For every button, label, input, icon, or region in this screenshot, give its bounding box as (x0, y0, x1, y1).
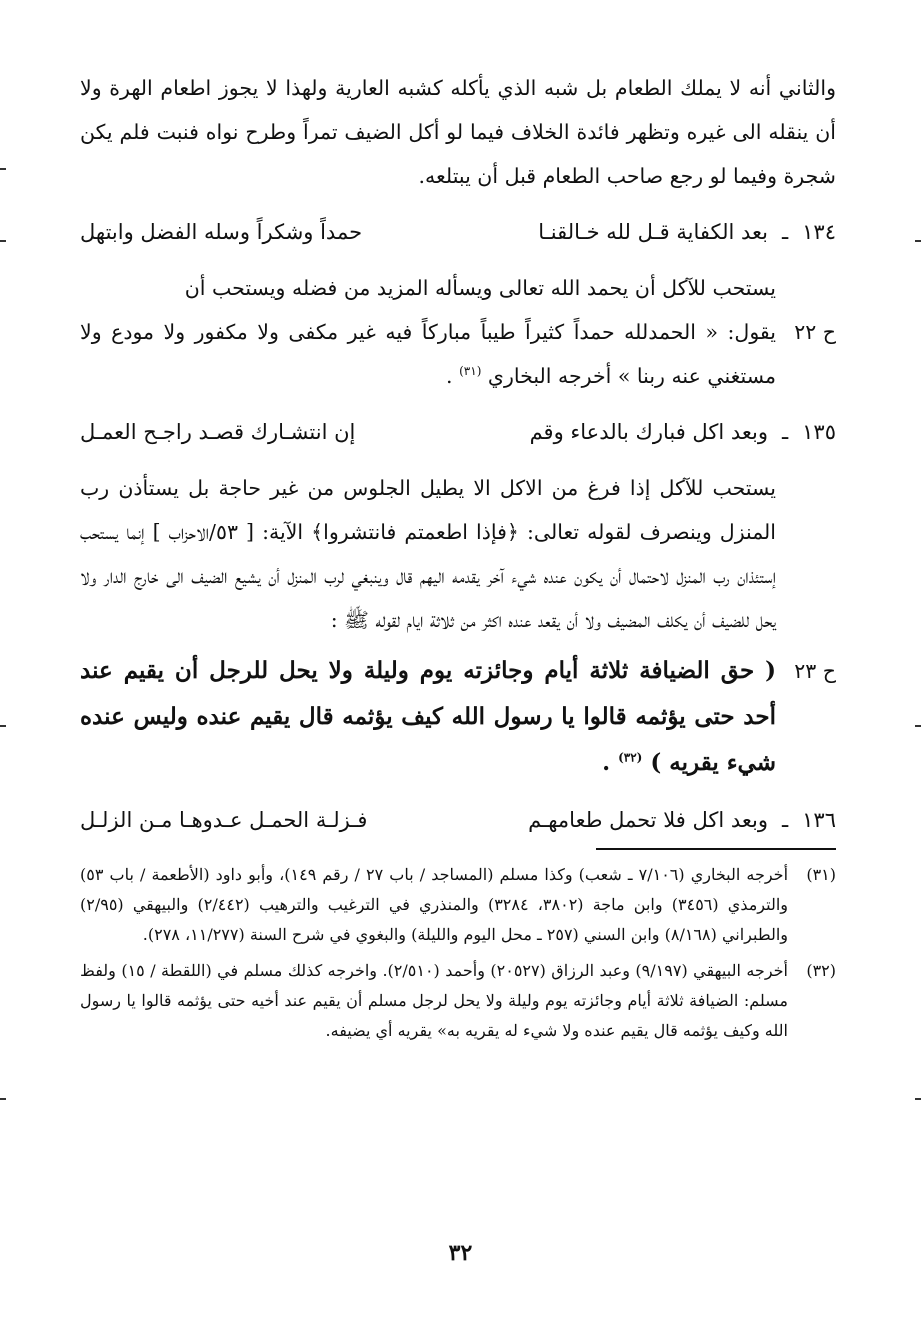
scan-edge-mark (0, 725, 6, 727)
verse-dash: ـ (782, 220, 789, 244)
hadith-marker-22: ح ٢٢ (794, 320, 836, 344)
scan-edge-mark (915, 240, 921, 242)
footnote-separator (596, 848, 836, 850)
verse-first-hemistich: بعد الكفاية قـل لله خـالقنـا (538, 220, 768, 244)
verse-number: ١٣٤ (802, 220, 836, 244)
commentary-135 (80, 466, 836, 642)
commentary-134-intro: يستحب للآكل أن يحمد الله تعالى ويسأله المزيد من فضله ويستحب أن (184, 276, 776, 300)
hadith-marker-23: ح ٢٣ (794, 659, 836, 683)
footnote-32 (80, 956, 836, 1046)
verse-first-hemistich: وبعد اكل فلا تحمل طعامهـم (528, 808, 768, 832)
hadith-23-text: ( حق الضيافة ثلاثة أيام وجائزته يوم وليلة ولا يحل للرجل أن يقيم عند أحد حتى يؤثمه قالوا يا رسول الله كيف يؤثمه قال يقيم عنده وليس عنده شيء يقريه ) $^{(٣٢)}$ . (80, 657, 776, 776)
verse-number: ١٣٦ (802, 808, 836, 832)
footnote-31 (80, 860, 836, 950)
verse-second-hemistich: فـزلـة الحمـل عـدوهـا مـن الزلـل (80, 808, 368, 832)
scan-edge-mark (915, 1098, 921, 1100)
hadith-22-text: يقول: « الحمدلله حمداً كثيراً طيباً مباركاً فيه غير مكفى ولا مكفور ولا مودع ولا مستغني عنه ربنا » أخرجه البخاري $^{(٣١)}$ . (80, 320, 776, 388)
paragraph-intro: والثاني أنه لا يملك الطعام بل شبه الذي يأكله كشبه العارية ولهذا لا يجوز اطعام الهرة ولا أن ينقله الى غيره وتظهر فائدة الخلاف فيما لو أكل الضيف تمراً وطرح نواه فنبت فلم يكن شجرة وفيما لو رجع صاحب الطعام قبل أن يبتلعه. (80, 76, 836, 188)
verse-dash: ـ (782, 808, 789, 832)
scan-edge-mark (0, 168, 6, 170)
hadith-23-block (80, 648, 836, 786)
footnote-number: (٣١) (806, 865, 836, 884)
footnote-number: (٣٢) (806, 961, 836, 980)
commentary-135-text: يستحب للآكل إذا فرغ من الاكل الا يطيل الجلوس من غير حاجة بل يستأذن رب المنزل وينصرف لقوله تعالى: ﴿فإذا اطعمتم فانتشروا﴾ الآية: [ ٥٣/الاحزاب ] إنما يستحب إستئذان رب المنزل لاحتمال أن يكون عنده شيء آخر يقدمه اليهم قال وينبغي لرب المنزل أن يشيع الضيف الى خارج الدار ولا يحل للضيف أن يكلف المضيف ولا أن يقعد عنده اكثر من ثلاثة ايام لقوله ﷺ : (80, 476, 776, 632)
scan-edge-mark (0, 240, 6, 242)
verse-first-hemistich: وبعد اكل فبارك بالدعاء وقم (529, 420, 768, 444)
page-content (80, 66, 836, 1046)
verse-dash: ـ (782, 420, 789, 444)
verse-second-hemistich: حمداً وشكراً وسله الفضل وابتهل (79, 220, 363, 244)
footnote-ref-31: (٣١) (459, 364, 482, 379)
scan-edge-mark (0, 1098, 6, 1100)
scan-edge-mark (915, 725, 921, 727)
verse-134 (80, 208, 836, 256)
verse-135 (80, 408, 836, 456)
footnote-text: أخرجه البخاري (٧/١٠٦ ـ شعب) وكذا مسلم (المساجد / باب ٢٧ / رقم ١٤٩)، وأبو داود (الأطعمة / باب ٥٣) والترمذي (٣٤٥٦) وابن ماجة (٣٨٠٢، ٣٢٨٤) والمنذري في الترغيب والترهيب (٢/٤٤٢) والبيهقي (٢/٩٥) والطبراني (٨/١٦٨) وابن السني (٢٥٧ ـ محل اليوم والليلة) والبغوي في شرح السنة (١١/٢٧٧، ٢٧٨). (80, 865, 789, 944)
hadith-22-block (80, 310, 836, 398)
verse-number: ١٣٥ (802, 420, 836, 444)
verse-second-hemistich: إن انتشـارك قصـد راجـح العمـل (79, 420, 356, 444)
page-number: ٣٢ (448, 1240, 473, 1266)
verse-136 (80, 796, 836, 844)
footnote-text: أخرجه البيهقي (٩/١٩٧) وعبد الرزاق (٢٠٥٢٧) وأحمد (٢/٥١٠). واخرجه كذلك مسلم في (اللقطة / ١٥) ولفظ مسلم: الضيافة ثلاثة أيام وجائزته يوم وليلة ولا يحل لرجل مسلم أن يقيم عند أخيه حتى يؤثمه قالوا يا رسول الله وكيف يؤثمه قال يقيم عنده ولا شيء له يقريه به» يقريه أي يضيفه. (80, 961, 788, 1040)
commentary-134 (80, 266, 836, 310)
footnote-ref-32: (٣٢) (618, 750, 643, 765)
